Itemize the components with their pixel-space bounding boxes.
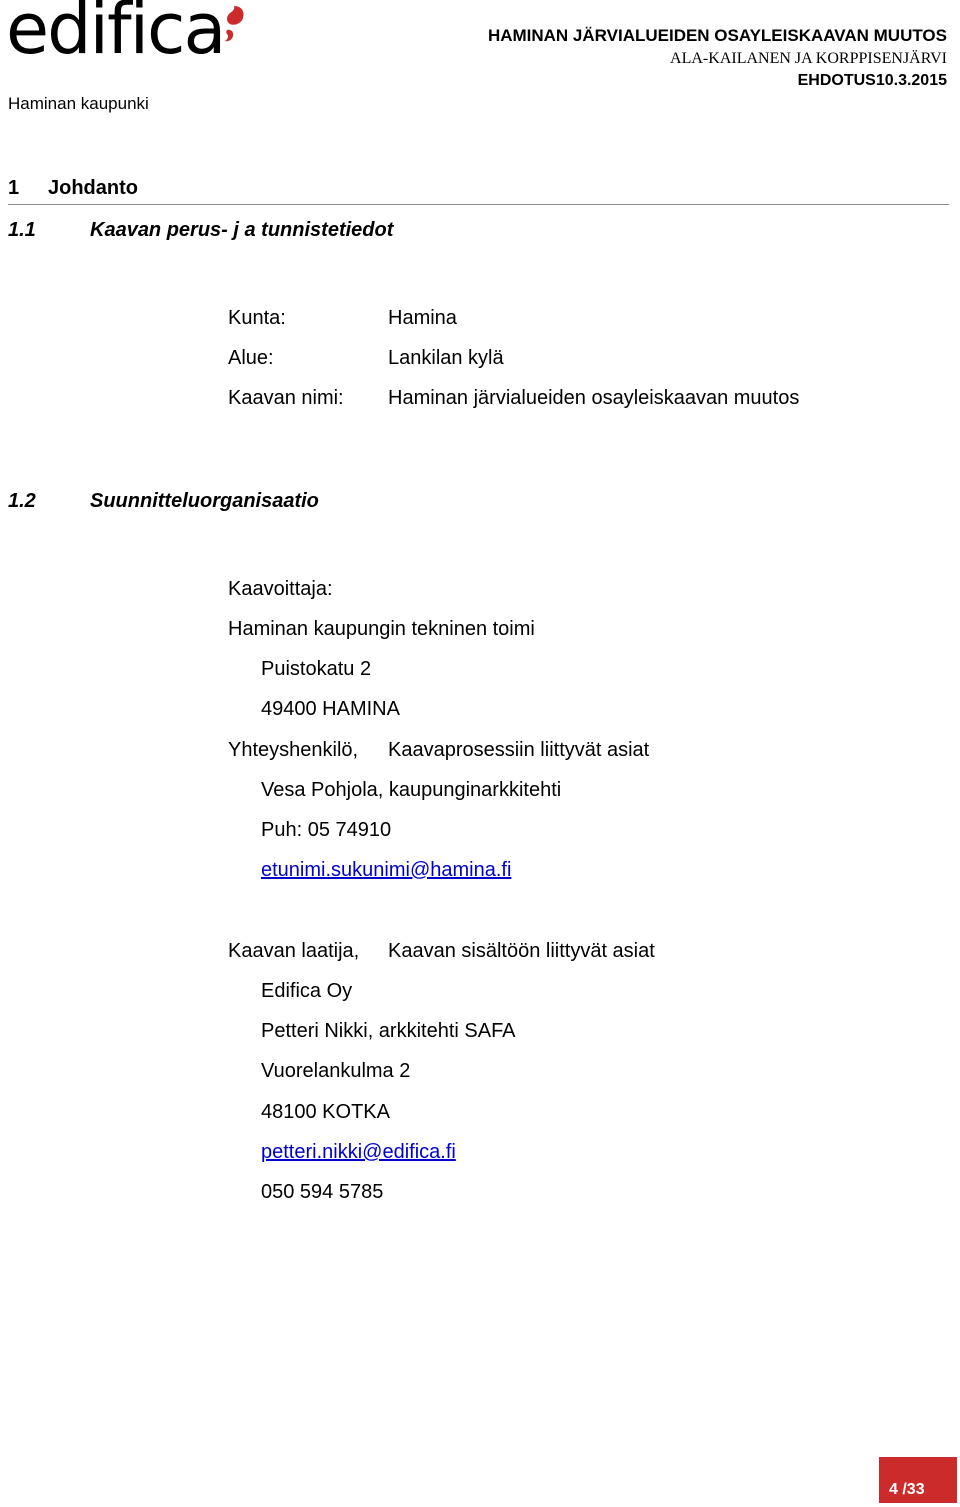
section-1-number: 1 (8, 177, 20, 199)
section-1-1-title: Kaavan perus- j a tunnistetiedot (90, 219, 394, 241)
section-1-1-heading (8, 219, 393, 242)
kaavan-nimi-label: Kaavan nimi: (228, 387, 344, 409)
kaavoittaja-street: Puistokatu 2 (261, 658, 372, 680)
edifica-logo-text: edifica (6, 0, 225, 70)
kaavan-nimi-value: Haminan järvialueiden osayleiskaavan muutos (388, 387, 800, 409)
laatija-phone: 050 594 5785 (261, 1181, 384, 1203)
alue-label: Alue: (228, 347, 274, 369)
contact-topic: Kaavaprosessiin liittyvät asiat (388, 739, 650, 761)
laatija-email-link[interactable]: petteri.nikki@edifica.fi (261, 1141, 456, 1163)
document-date: EHDOTUS10.3.2015 (797, 72, 947, 89)
kunta-value: Hamina (388, 307, 457, 329)
city-name: Haminan kaupunki (8, 94, 149, 113)
kaavoittaja-org: Haminan kaupungin tekninen toimi (228, 618, 535, 640)
contact-phone: Puh: 05 74910 (261, 819, 392, 841)
laatija-city: 48100 KOTKA (261, 1101, 390, 1123)
laatija-street: Vuorelankulma 2 (261, 1060, 411, 1082)
contact-label: Yhteyshenkilö, (228, 739, 359, 761)
section-1-heading (8, 177, 138, 200)
contact-email-link[interactable]: etunimi.sukunimi@hamina.fi (261, 859, 512, 881)
laatija-company: Edifica Oy (261, 980, 353, 1002)
heading-divider (8, 204, 949, 205)
kunta-label: Kunta: (228, 307, 286, 329)
kaavoittaja-label: Kaavoittaja: (228, 578, 333, 600)
section-1-title: Johdanto (48, 177, 138, 199)
section-1-2-title: Suunnitteluorganisaatio (90, 490, 319, 512)
section-1-1-number: 1.1 (8, 219, 36, 241)
contact-name: Vesa Pohjola, kaupunginarkkitehti (261, 779, 562, 801)
laatija-name: Petteri Nikki, arkkitehti SAFA (261, 1020, 516, 1042)
document-subtitle: ALA-KAILANEN JA KORPPISENJÄRVI (670, 50, 947, 67)
edifica-logo-mark-icon (220, 4, 246, 44)
section-1-2-heading (8, 490, 319, 513)
page-number: 4 /33 (889, 1481, 925, 1498)
alue-value: Lankilan kylä (388, 347, 504, 369)
laatija-topic: Kaavan sisältöön liittyvät asiat (388, 940, 655, 962)
laatija-label: Kaavan laatija, (228, 940, 360, 962)
document-title: HAMINAN JÄRVIALUEIDEN OSAYLEISKAAVAN MUUTOS (487, 26, 947, 45)
section-1-2-number: 1.2 (8, 490, 36, 512)
kaavoittaja-city: 49400 HAMINA (261, 698, 400, 720)
